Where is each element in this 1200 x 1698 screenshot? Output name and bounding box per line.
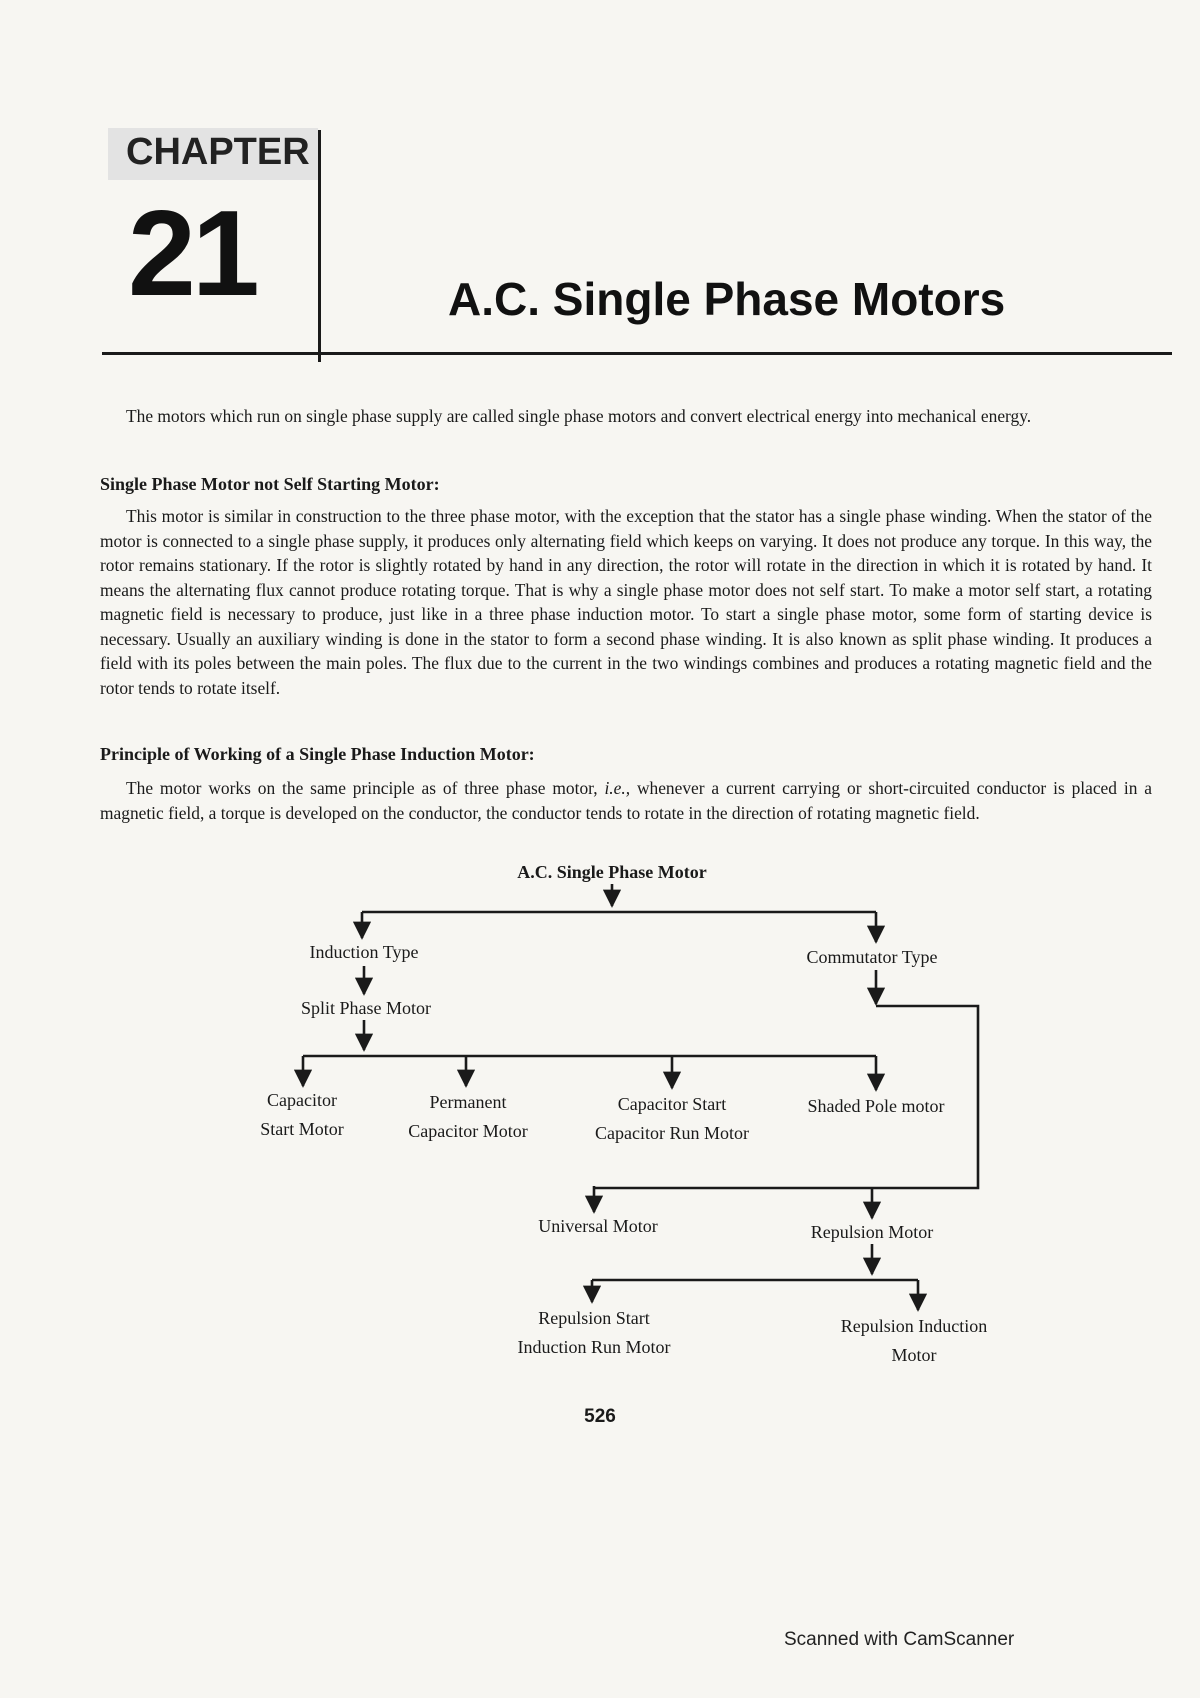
node-permanent-capacitor <box>408 1088 527 1146</box>
chapter-number: 21 <box>128 185 256 321</box>
page-number: 526 <box>584 1406 616 1427</box>
scanner-watermark: Scanned with CamScanner <box>784 1629 1015 1650</box>
node-induction-type: Induction Type <box>309 942 419 962</box>
node-capacitor-start-line-1: Capacitor <box>267 1090 337 1110</box>
node-repulsion-induction-line-2: Motor <box>891 1345 937 1365</box>
node-universal-motor: Universal Motor <box>538 1216 658 1236</box>
node-capacitor-start-run-line-2: Capacitor Run Motor <box>595 1123 749 1143</box>
node-repulsion-start-line-1: Repulsion Start <box>538 1308 650 1328</box>
principle-text-start: The motor works on the same principle as of three phase motor, <box>126 778 605 798</box>
node-commutator-type: Commutator Type <box>806 947 938 967</box>
node-capacitor-start-run-line-1: Capacitor Start <box>617 1094 727 1114</box>
principle-text-ie: i.e., <box>604 778 631 798</box>
node-capacitor-start <box>260 1086 344 1144</box>
node-capacitor-start-run <box>595 1090 749 1148</box>
node-repulsion-motor: Repulsion Motor <box>810 1222 934 1242</box>
node-split-phase-motor: Split Phase Motor <box>300 998 432 1018</box>
section-heading-not-self-starting: Single Phase Motor not Self Starting Motor: <box>100 474 440 494</box>
node-capacitor-start-line-2: Start Motor <box>260 1119 344 1139</box>
node-repulsion-start-induction-run <box>518 1304 671 1362</box>
node-shaded-pole: Shaded Pole motor <box>807 1096 945 1116</box>
node-root: A.C. Single Phase Motor <box>517 862 707 882</box>
node-repulsion-induction <box>841 1312 988 1370</box>
chapter-title: A.C. Single Phase Motors <box>448 273 1006 325</box>
principle-text-end: whenever a current carrying or short-circuited conductor is placed in a magnetic field, a torque is developed on the conductor, the conductor tends to rotate in the direction of rotating magnetic field. <box>100 778 1153 823</box>
section-body-not-self-starting: This motor is similar in construction to the three phase motor, with the exception that the stator has a single phase winding. When the stator of the motor is connected to a single phase supply, it produces only alternating field which keeps on varying. It does not produce any torque. In this way, the rotor remains stationary. If the rotor is slightly rotated by hand in any direction, the rotor will rotate in the direction in which it is rotated by hand. It means the alternating flux cannot produce rotating torque. That is why a single phase motor does not self start. To make a motor self start, a rotating magnetic field is necessary to produce, just like in a three phase induction motor. To start a single phase motor, some form of starting device is necessary. Usually an auxiliary winding is done in the stator to form a second phase winding. It is also known as split phase winding. It produces a field with its poles between the main poles. The flux due to the current in the two windings combines and produces a rotating magnetic field and the rotor tends to rotate itself. <box>100 506 1152 698</box>
section-heading-principle: Principle of Working of a Single Phase Induction Motor: <box>100 744 535 764</box>
node-repulsion-start-line-2: Induction Run Motor <box>517 1337 671 1357</box>
intro-paragraph: The motors which run on single phase supply are called single phase motors and convert electrical energy into mechanical energy. <box>126 406 1032 426</box>
node-permanent-capacitor-line-1: Permanent <box>429 1092 507 1112</box>
chapter-label: CHAPTER <box>126 131 310 173</box>
node-repulsion-induction-line-1: Repulsion Induction <box>840 1316 988 1336</box>
node-permanent-capacitor-line-2: Capacitor Motor <box>408 1121 528 1141</box>
